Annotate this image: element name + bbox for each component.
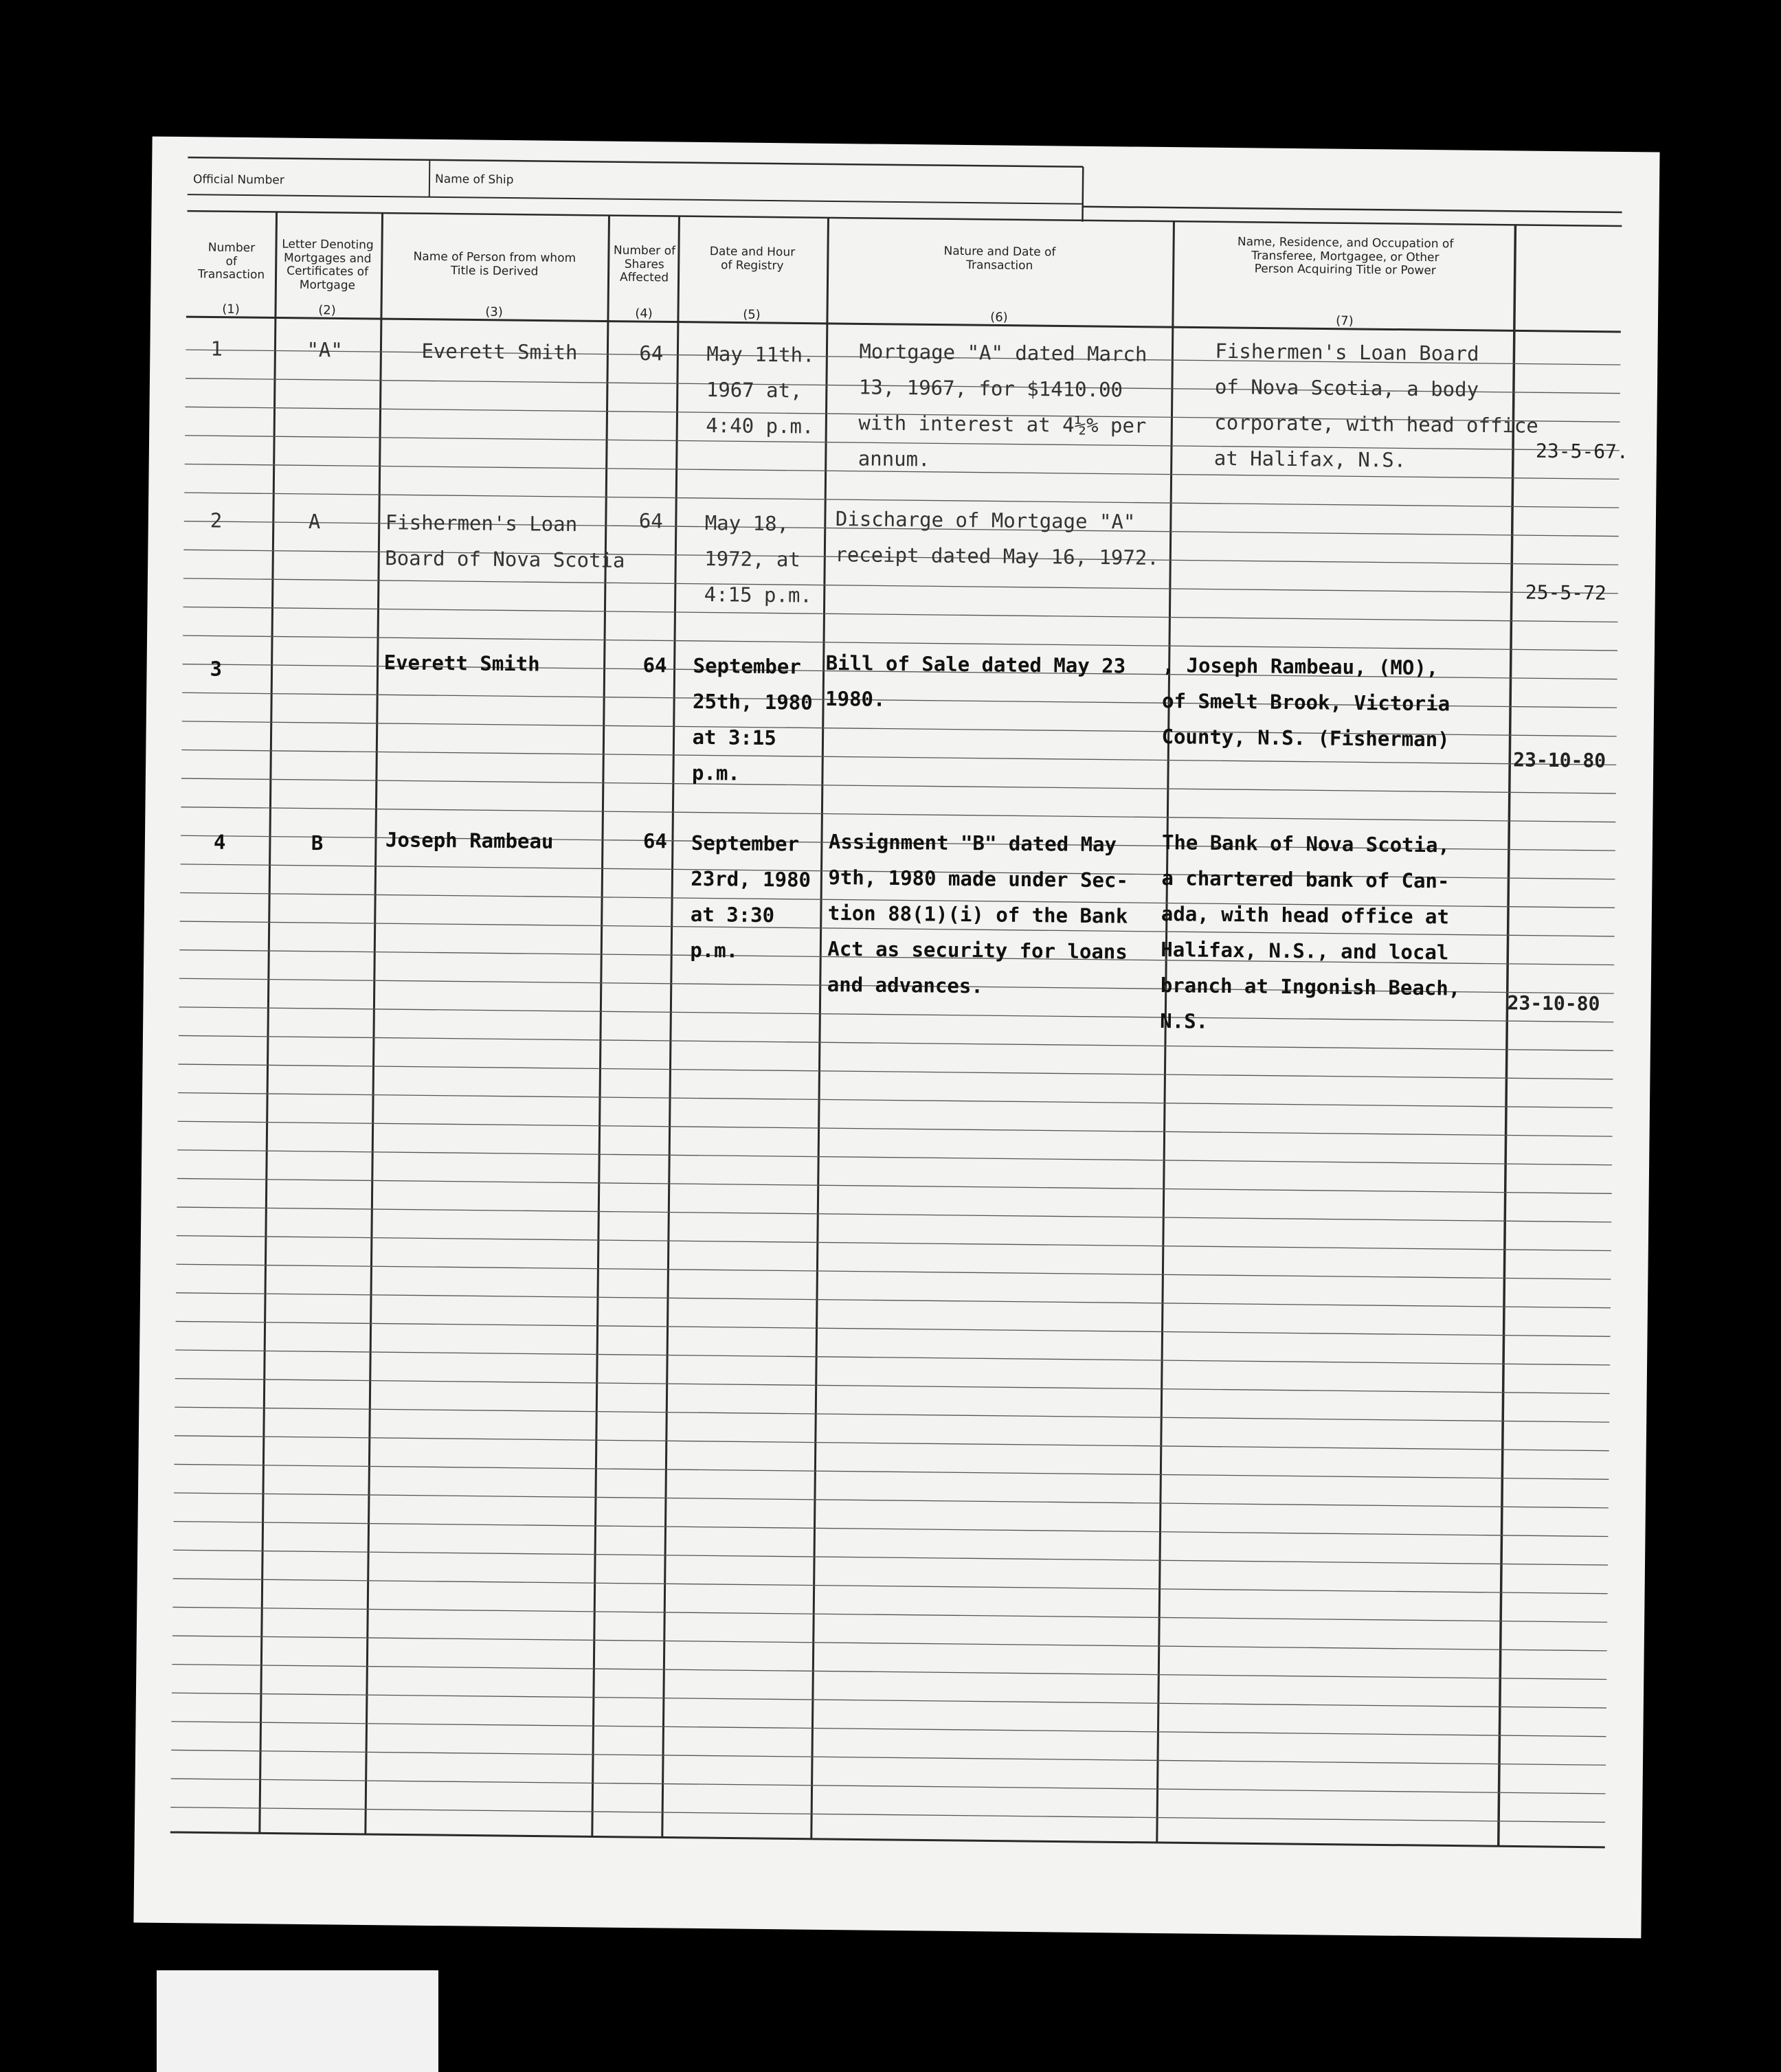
entry-3-number: 3 xyxy=(210,657,223,681)
col-7-number: (7) xyxy=(1336,313,1354,328)
entry-3-date: 23-10-80 xyxy=(1513,748,1606,772)
registry-card xyxy=(133,137,1659,1939)
entry-3-registry: September 25th, 1980 at 3:15 p.m. xyxy=(691,653,813,785)
entry-2-number: 2 xyxy=(210,508,223,532)
entry-2-letter: A xyxy=(308,509,321,534)
entry-4-letter: B xyxy=(311,831,324,855)
entry-3-nature: Bill of Sale dated May 23 1980. xyxy=(825,651,1126,711)
col-2-title: Letter Denoting Mortgages and Certificates of Mortgage xyxy=(282,237,374,293)
col-5-number: (5) xyxy=(743,307,761,322)
entry-3-from: Everett Smith xyxy=(383,651,540,676)
entry-3-shares: 64 xyxy=(642,653,667,677)
paper-scrap xyxy=(157,1970,438,2072)
col-3-number: (3) xyxy=(485,304,503,319)
entry-4-nature: Assignment "B" dated May 9th, 1980 made under Sec- tion 88(1)(i) of the Bank Act as security for loans and advances. xyxy=(827,829,1129,998)
entry-1-acquirer: Fishermen's Loan Board of Nova Scotia, a body corporate, with head office at Halifax, N.S. xyxy=(1213,339,1538,472)
col-7-title: Name, Residence, and Occupation of Transferee, Mortgagee, or Other Person Acquiring Title or Power xyxy=(1237,235,1454,278)
official-number-label: Official Number xyxy=(192,172,284,188)
col-6-number: (6) xyxy=(990,310,1008,325)
entry-1-date: 23-5-67. xyxy=(1535,439,1629,464)
entry-2-date: 25-5-72 xyxy=(1525,581,1607,605)
entry-2-registry: May 18, 1972, at 4:15 p.m. xyxy=(704,511,813,607)
entry-4-from: Joseph Rambeau xyxy=(385,828,554,853)
entry-4-registry: September 23rd, 1980 at 3:30 p.m. xyxy=(690,831,811,962)
entry-3-acquirer: , Joseph Rambeau, (MO), of Smelt Brook, Victoria County, N.S. (Fisherman) xyxy=(1161,653,1450,752)
col-4-title: Number of Shares Affected xyxy=(613,243,676,285)
entry-1-nature: Mortgage "A" dated March 13, 1967, for $1410.00 with interest at 4½% per annum. xyxy=(858,339,1147,471)
entry-4-acquirer: The Bank of Nova Scotia, a chartered bank of Can- ada, with head office at Halifax, N.S., and local branch at Ingonish Beach, N.S. xyxy=(1160,831,1461,1033)
entry-4-shares: 64 xyxy=(642,829,668,853)
col-3-title: Name of Person from whom Title is Derived xyxy=(413,249,576,279)
entry-1-registry: May 11th. 1967 at, 4:40 p.m. xyxy=(706,342,815,438)
entry-4-date: 23-10-80 xyxy=(1507,991,1600,1015)
col-5-title: Date and Hour of Registry xyxy=(709,245,796,273)
col-4-number: (4) xyxy=(635,306,653,322)
col-1-number: (1) xyxy=(222,302,240,317)
entry-4-number: 4 xyxy=(213,830,226,854)
entry-1-number: 1 xyxy=(210,337,223,361)
name-of-ship-label: Name of Ship xyxy=(434,172,514,188)
entry-2-nature: Discharge of Mortgage "A" receipt dated May 16, 1972. xyxy=(835,507,1159,570)
entry-2-from: Fishermen's Loan Board of Nova Scotia xyxy=(385,510,625,572)
entry-2-shares: 64 xyxy=(638,509,663,533)
col-1-title: Number of Transaction xyxy=(197,240,265,282)
entry-1-from: Everett Smith xyxy=(421,339,578,365)
col-2-number: (2) xyxy=(318,303,336,318)
entry-1-letter: "A" xyxy=(306,337,344,362)
entry-1-shares: 64 xyxy=(639,341,664,365)
col-6-title: Nature and Date of Transaction xyxy=(943,244,1056,273)
